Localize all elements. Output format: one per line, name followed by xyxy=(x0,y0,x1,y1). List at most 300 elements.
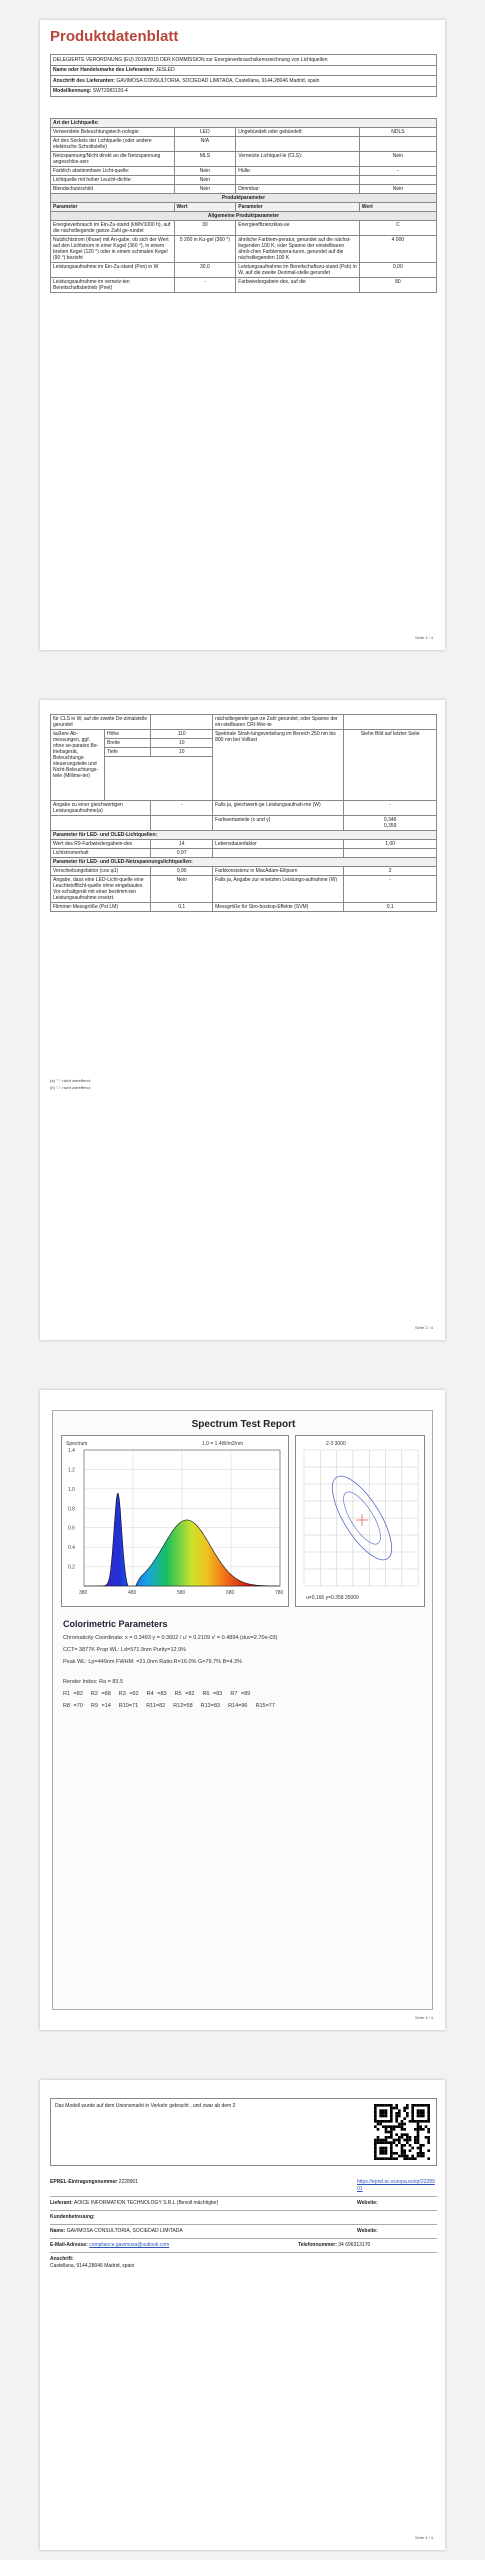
spectrum-x-tick: 780 xyxy=(275,1590,284,1596)
dim-width-label: Breite xyxy=(105,739,151,748)
email-label: E-Mail-Adresse: xyxy=(50,2242,88,2248)
qr-module xyxy=(395,2107,398,2110)
type-cell: NDLS xyxy=(359,128,436,137)
qr-module xyxy=(406,2107,409,2110)
qr-module xyxy=(377,2157,380,2160)
qr-module xyxy=(379,2149,382,2152)
qr-module xyxy=(390,2112,393,2115)
qr-module xyxy=(385,2125,388,2128)
qr-module xyxy=(379,2104,382,2107)
type-cell: MLS xyxy=(174,152,236,167)
displacement-factor-label: Verschiebungsfaktor (cos φ1) xyxy=(51,867,151,876)
qr-module xyxy=(387,2125,390,2128)
address-row xyxy=(50,2253,437,2273)
qr-module xyxy=(419,2144,422,2147)
spectrum-axis-label: Spectrum xyxy=(66,1441,88,1447)
qr-module xyxy=(417,2109,420,2112)
qr-module xyxy=(411,2157,414,2160)
qr-module xyxy=(390,2149,393,2152)
qr-module xyxy=(401,2147,404,2150)
qr-module xyxy=(390,2117,393,2120)
product-params-continued-table xyxy=(50,714,437,912)
type-row xyxy=(51,152,437,167)
equivalent-power-right-label: Falls ja, gleichwerti-ge Leistungsaufnah-me (W) xyxy=(213,801,344,816)
qr-module xyxy=(398,2112,401,2115)
dim-height-label: Höhe xyxy=(105,730,151,739)
qr-module xyxy=(427,2104,430,2107)
chroma-blank-value xyxy=(151,816,213,831)
chromaticity-values: 0,346 0,359 xyxy=(344,816,437,831)
qr-module xyxy=(385,2104,388,2107)
page-number: Seite 3 / 4 xyxy=(414,2015,433,2020)
qr-module xyxy=(414,2157,417,2160)
qr-module xyxy=(425,2104,428,2107)
qr-module xyxy=(374,2141,377,2144)
regulation-text: DELEGIERTE VERORDNUNG (EU) 2019/2015 DER KOMMISSION zur Energieverbrauchskennzeichnung von Lichtquellen xyxy=(51,55,436,66)
spectrum-test-report xyxy=(52,1410,433,2010)
qr-module xyxy=(390,2155,393,2158)
qr-module xyxy=(385,2147,388,2150)
qr-module xyxy=(422,2104,425,2107)
qr-module xyxy=(406,2115,409,2118)
qr-module xyxy=(403,2155,406,2158)
qr-module xyxy=(422,2144,425,2147)
qr-module xyxy=(379,2139,382,2142)
qr-module xyxy=(414,2104,417,2107)
qr-module xyxy=(406,2104,409,2107)
qr-module xyxy=(427,2112,430,2115)
type-cell: N/A xyxy=(174,137,236,152)
equivalent-power-right-value: - xyxy=(344,801,437,816)
qr-module xyxy=(417,2104,420,2107)
qr-module xyxy=(427,2157,430,2160)
qr-module xyxy=(374,2112,377,2115)
qr-module xyxy=(414,2139,417,2142)
render-index-value: R9 =14 xyxy=(90,1703,111,1709)
qr-module xyxy=(374,2152,377,2155)
qr-module xyxy=(382,2120,385,2123)
qr-module xyxy=(398,2155,401,2158)
type-cell: Farblich abstimmbare Licht-quelle: xyxy=(51,167,175,176)
qr-module xyxy=(382,2157,385,2160)
qr-module xyxy=(390,2141,393,2144)
render-index-value: R6 =83 xyxy=(202,1691,223,1697)
spectrum-x-ticks xyxy=(79,1590,284,1596)
type-cell: Nein xyxy=(359,152,436,167)
qr-module xyxy=(422,2115,425,2118)
stroboscopic-value: 0,1 xyxy=(344,903,437,912)
qr-module xyxy=(406,2139,409,2142)
qr-module xyxy=(406,2157,409,2160)
qr-module xyxy=(395,2104,398,2107)
qr-module xyxy=(427,2149,430,2152)
qr-module xyxy=(390,2133,393,2136)
qr-module xyxy=(419,2149,422,2152)
qr-module xyxy=(417,2112,420,2115)
qr-module xyxy=(417,2147,420,2150)
qr-module xyxy=(387,2131,390,2134)
general-param-cell: 4 000 xyxy=(359,236,436,263)
qr-module xyxy=(395,2139,398,2142)
general-param-cell: - xyxy=(174,278,236,293)
type-cell: - xyxy=(359,167,436,176)
email-link[interactable]: compliance.gavimosa@outlook.com xyxy=(89,2242,170,2248)
flicker-value: 0,1 xyxy=(151,903,213,912)
lumen-maintenance-right-label xyxy=(213,849,344,858)
eprel-label: EPREL-Eintragungsnummer xyxy=(50,2179,118,2185)
qr-module xyxy=(385,2141,388,2144)
qr-module xyxy=(379,2120,382,2123)
qr-module xyxy=(403,2157,406,2160)
model-id: SWT2083120-4 xyxy=(92,88,128,94)
qr-module xyxy=(385,2109,388,2112)
qr-module xyxy=(417,2155,420,2158)
qr-module xyxy=(409,2157,412,2160)
qr-module xyxy=(414,2136,417,2139)
qr-module xyxy=(395,2133,398,2136)
qr-module xyxy=(390,2128,393,2131)
qr-module xyxy=(377,2104,380,2107)
qr-module xyxy=(417,2136,420,2139)
type-cell: Ungebündelt oder gebündelt: xyxy=(236,128,360,137)
qr-module xyxy=(395,2117,398,2120)
qr-module xyxy=(417,2120,420,2123)
general-param-cell: Nutzlichtstrom (Φuse) mit An-gabe, ob sich der Wert auf den Lichtstrom in einer Kugel (360 °), in einem breiten Kegel (120 °) oder in einem schmalen Kegel (90 °) bezieht xyxy=(51,236,175,263)
general-param-cell: Energieeffizienzklas-se xyxy=(236,221,360,236)
qr-module xyxy=(395,2112,398,2115)
render-index: Render Index: Ra = 83.5 xyxy=(63,1679,124,1685)
spectrum-y-tick: 1.4 xyxy=(68,1448,75,1454)
qr-module xyxy=(385,2112,388,2115)
qr-module xyxy=(427,2115,430,2118)
qr-module xyxy=(403,2123,406,2126)
qr-module xyxy=(385,2152,388,2155)
type-row xyxy=(51,167,437,176)
support-name-label: Name: xyxy=(50,2228,66,2234)
render-index-row-1 xyxy=(63,1691,258,1697)
qr-module xyxy=(406,2155,409,2158)
qr-module xyxy=(395,2144,398,2147)
qr-module xyxy=(377,2139,380,2142)
eprel-number: 2228901 xyxy=(118,2179,139,2185)
qr-module xyxy=(427,2136,430,2139)
supplier-address: GAVIMOSA CONSULTORIA, SOCIEDAD LIMITADA, Castellana, 9144,28046 Madrid, spain xyxy=(116,77,320,84)
spectrum-chart-box xyxy=(61,1435,289,1607)
support-name: GAVIMOSA CONSULTORIA, SOCIEDAD LIMITADA xyxy=(66,2228,183,2234)
render-index-value: R13=83 xyxy=(200,1703,221,1709)
spectrum-x-tick: 480 xyxy=(128,1590,137,1596)
type-cell: Blendschutzschild xyxy=(51,185,175,194)
support-label: Kundenbetreuung: xyxy=(50,2214,95,2220)
cri-range-value xyxy=(344,715,437,730)
qr-module xyxy=(374,2157,377,2160)
qr-module xyxy=(425,2120,428,2123)
qr-module xyxy=(401,2149,404,2152)
type-cell xyxy=(236,176,360,185)
qr-module xyxy=(409,2136,412,2139)
chromaticity-label: Farbwertanteile (x und y) xyxy=(213,816,344,831)
model-label: Modellkennung: xyxy=(53,88,92,94)
qr-module xyxy=(411,2107,414,2110)
qr-module xyxy=(387,2136,390,2139)
qr-module xyxy=(382,2147,385,2150)
supplier-name: JESLED xyxy=(155,67,175,73)
qr-module xyxy=(417,2152,420,2155)
qr-module xyxy=(393,2141,396,2144)
render-index-value: R5 =82 xyxy=(174,1691,195,1697)
qr-module xyxy=(385,2157,388,2160)
page-number: Seite 4 / 4 xyxy=(414,2535,433,2540)
qr-module xyxy=(427,2120,430,2123)
phone-number: 34 696313170 xyxy=(338,2242,371,2248)
render-index-value: R11=82 xyxy=(146,1703,166,1709)
type-cell: Art des Sockels der Lichtquelle (oder andere elektrische Schnittstelle) xyxy=(51,137,175,152)
qr-module xyxy=(417,2131,420,2134)
colour-consistency-label: Farbkonsistenz in MacAdam-Ellipsen xyxy=(213,867,344,876)
supplier-name-label: Name oder Handelsmarke des Lieferanten: xyxy=(53,67,155,73)
qr-module xyxy=(374,2155,377,2158)
qr-module xyxy=(374,2115,377,2118)
qr-module xyxy=(377,2141,380,2144)
render-index-value: R12=58 xyxy=(173,1703,193,1709)
qr-module xyxy=(398,2109,401,2112)
led-net-params-header: Parameter für LED- und OLED-Netzspannungslichtquellen: xyxy=(51,858,437,867)
qr-module xyxy=(374,2144,377,2147)
cct-line: CCT= 3877K Prop WL: Ld=571.9nm Purity=12.9% xyxy=(63,1647,187,1653)
general-param-cell: Farbwiedergabein-dex, auf die xyxy=(236,278,360,293)
importer-name: AOICE INFORMATION TECHNOLOGY S.R.L (Bevoll mächtigter) xyxy=(73,2200,219,2206)
qr-module xyxy=(393,2139,396,2142)
qr-module xyxy=(382,2149,385,2152)
qr-module xyxy=(422,2128,425,2131)
qr-module xyxy=(414,2120,417,2123)
qr-module xyxy=(377,2136,380,2139)
general-param-row xyxy=(51,263,437,278)
qr-module xyxy=(422,2120,425,2123)
cie-chart xyxy=(296,1436,424,1606)
qr-module xyxy=(401,2125,404,2128)
spectrum-y-tick: 1.0 xyxy=(68,1486,75,1493)
qr-module xyxy=(374,2139,377,2142)
qr-module xyxy=(395,2125,398,2128)
general-param-cell: C xyxy=(359,221,436,236)
replaced-power-label: Falls ja, Angabe zur ersetzten Leistungs-aufnahme (W) xyxy=(213,876,344,903)
qr-code-icon[interactable] xyxy=(374,2104,430,2160)
qr-module xyxy=(379,2112,382,2115)
qr-module xyxy=(417,2125,420,2128)
qr-module xyxy=(409,2139,412,2142)
qr-module xyxy=(379,2109,382,2112)
equivalent-power-label: Angabe zu einer gleichwertigen Leistungsaufnahme(a) xyxy=(51,801,151,816)
spectrum-reference-label: 1.0 = 1.4W/m2/nm xyxy=(202,1441,243,1447)
qr-module xyxy=(401,2120,404,2123)
cls-standby-label: für CLS in W, auf die zweite De-zimalstelle gerundet xyxy=(51,715,151,730)
outer-dimensions-label: äußere Ab-messungen, ggf. ohne se-parates Be-triebsgerät, Beleuchtungs-steuerungsteile und Nicht-Beleuchtungs-teile (Millime-ter) xyxy=(51,730,105,801)
type-cell: Nein xyxy=(174,185,236,194)
render-index-value: R8 =70 xyxy=(63,1703,83,1709)
colour-consistency-value: 2 xyxy=(344,867,437,876)
type-header: Art der Lichtquelle: xyxy=(51,119,437,128)
qr-module xyxy=(401,2144,404,2147)
qr-module xyxy=(427,2128,430,2131)
qr-module xyxy=(401,2136,404,2139)
general-params-header: Allgemeine Produktparameter xyxy=(51,212,437,221)
qr-module xyxy=(382,2109,385,2112)
supplier-name-row xyxy=(51,66,436,77)
qr-module xyxy=(385,2128,388,2131)
qr-module xyxy=(398,2115,401,2118)
qr-module xyxy=(417,2115,420,2118)
qr-module xyxy=(422,2152,425,2155)
spectral-distribution-label: Spektrale Strah-lungsverteilung im Bereich 250 nm bis 800 nm bei Volllast xyxy=(213,730,344,801)
qr-module xyxy=(419,2109,422,2112)
qr-module xyxy=(385,2120,388,2123)
qr-module xyxy=(390,2109,393,2112)
qr-module xyxy=(379,2115,382,2118)
qr-module xyxy=(374,2120,377,2123)
qr-module xyxy=(393,2157,396,2160)
qr-module xyxy=(401,2155,404,2158)
general-param-cell: 0,00 xyxy=(359,263,436,278)
spectrum-x-tick: 580 xyxy=(177,1590,186,1596)
qr-module xyxy=(422,2112,425,2115)
spectrum-y-tick: 0.6 xyxy=(68,1525,75,1532)
dim-width-value: 10 xyxy=(151,739,213,748)
colorimetric-title: Colorimetric Parameters xyxy=(63,1619,168,1629)
spectrum-chart xyxy=(62,1436,288,1606)
qr-module xyxy=(385,2131,388,2134)
qr-module xyxy=(382,2141,385,2144)
qr-module xyxy=(382,2104,385,2107)
qr-module xyxy=(411,2109,414,2112)
qr-module xyxy=(377,2123,380,2126)
spectrum-x-tick: 680 xyxy=(226,1590,235,1596)
qr-module xyxy=(403,2117,406,2120)
render-index-value: R1 =82 xyxy=(63,1691,83,1697)
render-index-value: R3 =92 xyxy=(118,1691,139,1697)
qr-module xyxy=(409,2120,412,2123)
render-index-value: R4 =83 xyxy=(146,1691,167,1697)
importer-row xyxy=(50,2197,437,2211)
qr-module xyxy=(374,2147,377,2150)
qr-module xyxy=(419,2112,422,2115)
r9-value: 14 xyxy=(151,840,213,849)
qr-module xyxy=(382,2125,385,2128)
qr-module xyxy=(427,2109,430,2112)
qr-module xyxy=(393,2128,396,2131)
phone-label: Telefonnummer: xyxy=(298,2242,337,2248)
qr-module xyxy=(374,2107,377,2110)
cie-coordinates: u=0.166 y=0.358 35000 xyxy=(306,1595,359,1601)
datasheet-page-1 xyxy=(40,20,445,650)
qr-module xyxy=(377,2128,380,2131)
type-row xyxy=(51,128,437,137)
column-header: Wert xyxy=(359,203,436,212)
spectral-distribution-value: Siehe Bild auf letzter Seite xyxy=(344,730,437,801)
qr-module xyxy=(379,2123,382,2126)
type-cell: Dimmbar: xyxy=(236,185,360,194)
qr-module xyxy=(409,2144,412,2147)
qr-module xyxy=(425,2136,428,2139)
lumen-maintenance-value: 0,97 xyxy=(151,849,213,858)
qr-module xyxy=(427,2107,430,2110)
general-param-cell: Leistungsaufnahme im Bereitschaftszu-stand (Psb) in W, auf die zweite Dezimal-stelle gerundet xyxy=(236,263,360,278)
dim-height-value: 110 xyxy=(151,730,213,739)
r9-label: Wert des R9-Farbwiedergabein-dex xyxy=(51,840,151,849)
flicker-label: Flimmer-Messgröße (Pst LM) xyxy=(51,903,151,912)
general-param-cell: 80 xyxy=(359,278,436,293)
footnote-b: (b) "-": nicht zutreffend; xyxy=(50,1085,91,1090)
eprel-row xyxy=(50,2176,437,2197)
dims-spacer xyxy=(105,757,213,801)
eprel-link[interactable]: https://eprel.ec.europa.eu/qr/2228901 xyxy=(357,2179,435,2192)
qr-module xyxy=(398,2123,401,2126)
qr-module xyxy=(374,2125,377,2128)
qr-module xyxy=(390,2131,393,2134)
qr-module xyxy=(401,2128,404,2131)
qr-module xyxy=(411,2120,414,2123)
cie-chart-box xyxy=(295,1435,425,1607)
qr-module xyxy=(419,2155,422,2158)
spectrum-y-tick: 1.2 xyxy=(68,1467,75,1474)
qr-module xyxy=(385,2115,388,2118)
type-cell xyxy=(359,176,436,185)
model-row xyxy=(51,87,436,97)
lumen-maintenance-label: Lichtstromerhalt xyxy=(51,849,151,858)
general-param-row xyxy=(51,221,437,236)
qr-module xyxy=(406,2133,409,2136)
qr-module xyxy=(419,2125,422,2128)
qr-module xyxy=(379,2152,382,2155)
qr-module xyxy=(417,2123,420,2126)
support-website-label: Website: xyxy=(357,2228,378,2234)
support-header-row xyxy=(50,2211,437,2225)
qr-module xyxy=(403,2149,406,2152)
address-text: Castellana, 9144,28046 Madrid, spain xyxy=(50,2263,135,2269)
qr-module xyxy=(382,2139,385,2142)
qr-module xyxy=(395,2120,398,2123)
header-block xyxy=(50,54,437,97)
qr-module xyxy=(401,2123,404,2126)
qr-module xyxy=(411,2155,414,2158)
qr-module xyxy=(427,2141,430,2144)
type-row xyxy=(51,176,437,185)
product-params-header: Produktparameter xyxy=(51,194,437,203)
general-param-cell: ähnliche Farbtem-peratur, gerundet auf die nächst-liegenden 100 K, oder Spanne der einstellbaren ähnli-chen Farbtempera-turen, gerundet auf die nächstliegenden 100 K xyxy=(236,236,360,263)
general-param-cell: 30,0 xyxy=(174,263,236,278)
qr-module xyxy=(406,2112,409,2115)
general-param-row xyxy=(51,278,437,293)
qr-module xyxy=(374,2149,377,2152)
qr-module xyxy=(419,2115,422,2118)
qr-module xyxy=(403,2133,406,2136)
qr-module xyxy=(398,2125,401,2128)
address-label: Anschrift: xyxy=(50,2256,74,2262)
type-cell xyxy=(359,137,436,152)
cie-title: 2-3 3000 xyxy=(326,1441,346,1447)
datasheet-page-2 xyxy=(40,700,445,1340)
qr-module xyxy=(387,2104,390,2107)
qr-module xyxy=(417,2139,420,2142)
qr-module xyxy=(395,2115,398,2118)
survival-factor-value: 1,00 xyxy=(344,840,437,849)
qr-module xyxy=(398,2136,401,2139)
qr-module xyxy=(385,2136,388,2139)
render-index-value: R15=77 xyxy=(255,1703,275,1709)
render-index-value: R10=71 xyxy=(118,1703,139,1709)
supplier-info-block xyxy=(50,2176,437,2273)
spectrum-y-tick: 0.2 xyxy=(68,1564,75,1571)
